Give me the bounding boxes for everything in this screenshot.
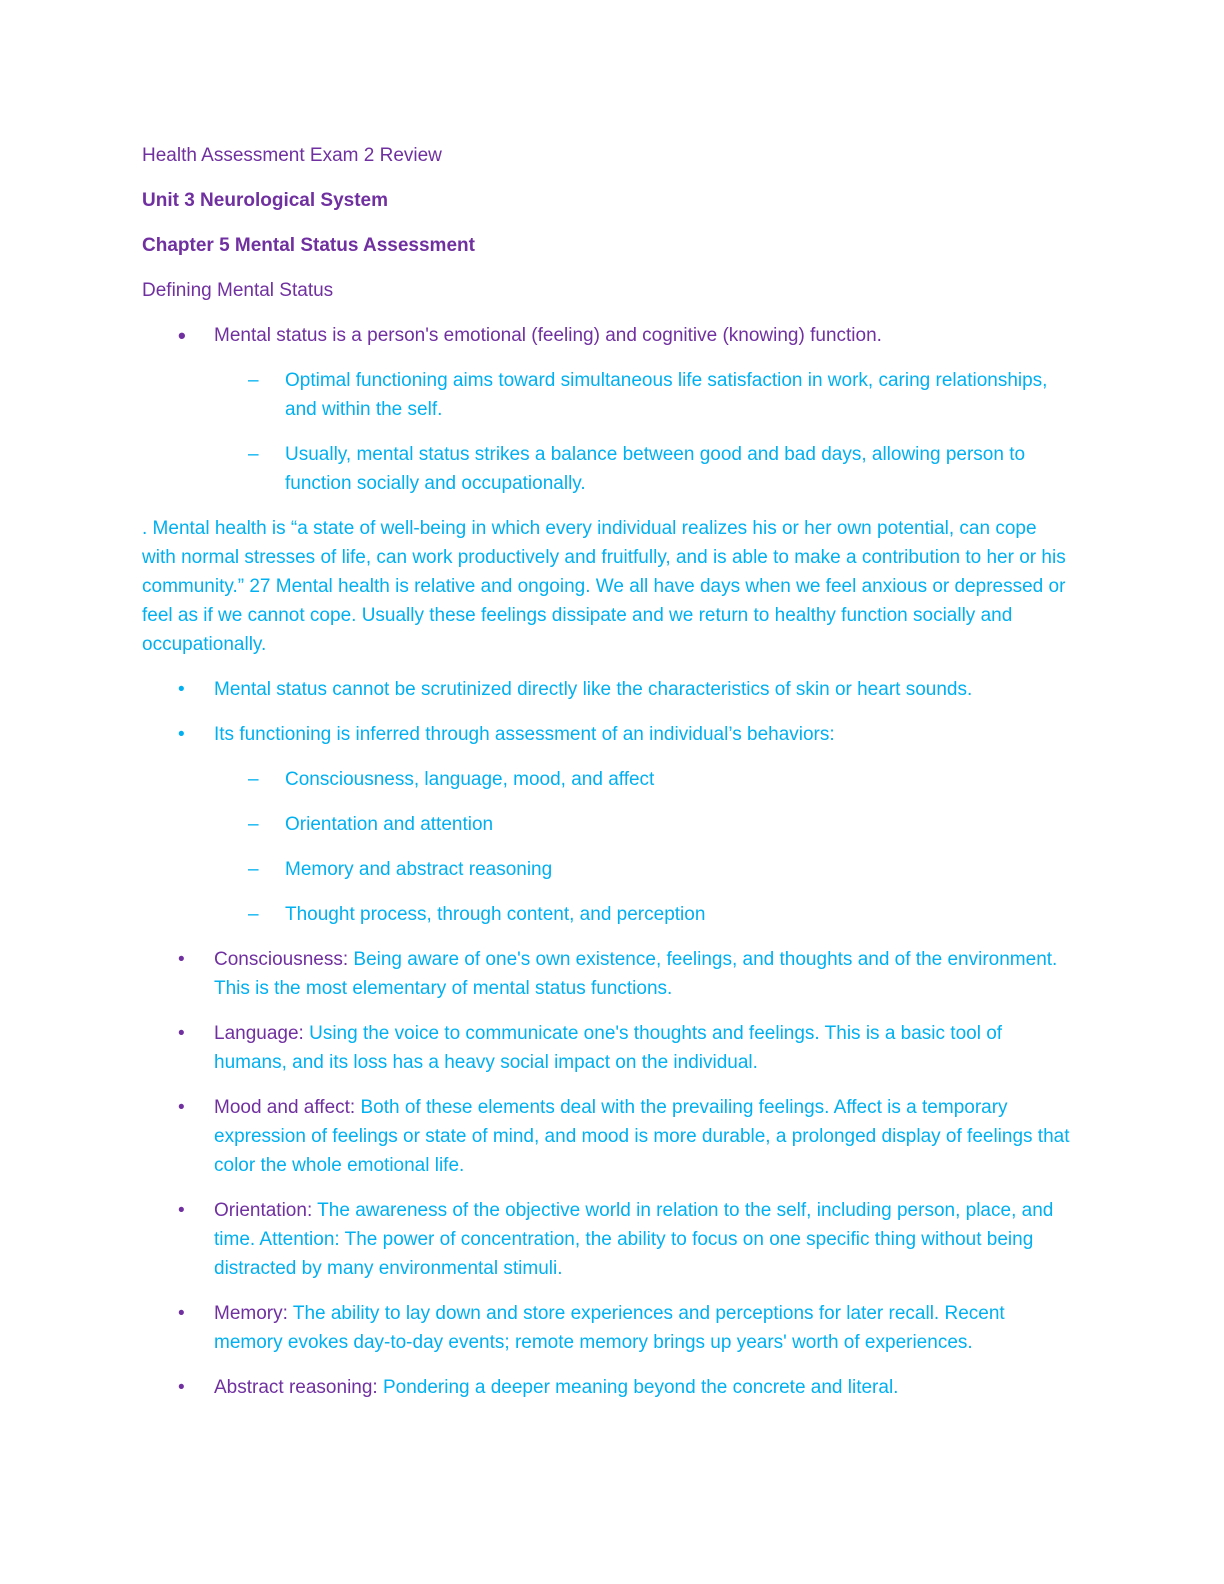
sub-list-item <box>142 765 1072 794</box>
list-item <box>142 321 1072 350</box>
sub-list-item <box>142 810 1072 839</box>
list-item-text: Its functioning is inferred through assessment of an individual’s behaviors: <box>214 724 835 745</box>
document-page <box>142 141 1072 1418</box>
bullet-marker: • <box>178 1377 185 1398</box>
definition-text: Pondering a deeper meaning beyond the concrete and literal. <box>377 1377 899 1398</box>
dash-marker: – <box>248 904 259 925</box>
definition-item <box>142 1373 1072 1402</box>
sub-list-item-text: Optimal functioning aims toward simultaneous life satisfaction in work, caring relationships, and within the self. <box>285 370 1048 420</box>
dash-marker: – <box>248 444 259 465</box>
sub-list-item-text: Usually, mental status strikes a balance between good and bad days, allowing person to function socially and occupationally. <box>285 444 1026 494</box>
dash-marker: – <box>248 859 259 880</box>
definition-item <box>142 1019 1072 1077</box>
bullet-marker: • <box>178 1303 185 1324</box>
bullet-marker: • <box>178 1097 185 1118</box>
sub-list-item-text: Thought process, through content, and perception <box>285 904 706 925</box>
definition-text: The awareness of the objective world in relation to the self, including person, place, and time. Attention: The power of concentration, the ability to focus on one specific thing without being distracted by many environmental stimuli. <box>214 1200 1054 1279</box>
list-item <box>142 675 1072 704</box>
sub-list-item <box>142 440 1072 498</box>
dash-marker: – <box>248 769 259 790</box>
dash-marker: – <box>248 370 259 391</box>
dash-marker: – <box>248 814 259 835</box>
sub-list-item-text: Memory and abstract reasoning <box>285 859 553 880</box>
unit-heading: Unit 3 Neurological System <box>142 190 389 211</box>
definition-item <box>142 945 1072 1003</box>
definition-text: Using the voice to communicate one's thoughts and feelings. This is a basic tool of humans, and its loss has a heavy social impact on the individual. <box>214 1023 1003 1073</box>
definition-text: Both of these elements deal with the prevailing feelings. Affect is a temporary expression of feelings or state of mind, and mood is more durable, a prolonged display of feelings that color the whole emotional life. <box>214 1097 1070 1176</box>
list-item-text: Mental status cannot be scrutinized directly like the characteristics of skin or heart sounds. <box>214 679 973 700</box>
definition-term: Orientation: <box>214 1200 313 1221</box>
sub-list-item-text: Orientation and attention <box>285 814 494 835</box>
definition-text: The ability to lay down and store experiences and perceptions for later recall. Recent memory evokes day-to-day events; remote memory brings up years' worth of experiences. <box>214 1303 1005 1353</box>
definition-item <box>142 1196 1072 1283</box>
sub-list-item-text: Consciousness, language, mood, and affect <box>285 769 655 790</box>
bullet-marker: • <box>178 323 186 348</box>
bullet-marker: • <box>178 679 185 700</box>
definition-term: Abstract reasoning: <box>214 1377 378 1398</box>
bullet-marker: • <box>178 724 185 745</box>
chapter-heading: Chapter 5 Mental Status Assessment <box>142 235 475 256</box>
bullet-marker: • <box>178 949 185 970</box>
mental-health-paragraph: . Mental health is “a state of well-being in which every individual realizes his or her own potential, can cope with normal stresses of life, can work productively and fruitfully, and is able to make a contribution to her or his community.” 27 Mental health is relative and ongoing. We all have days when we feel anxious or depressed or feel as if we cannot cope. Usually these feelings dissipate and we return to healthy function socially and occupationally. <box>142 518 1066 655</box>
definition-text: Being aware of one's own existence, feelings, and thoughts and of the environment. This is the most elementary of mental status functions. <box>214 949 1058 999</box>
sub-list-item <box>142 855 1072 884</box>
list-item <box>142 720 1072 749</box>
definition-term: Consciousness: <box>214 949 349 970</box>
document-title: Health Assessment Exam 2 Review <box>142 145 442 166</box>
definition-term: Mood and affect: <box>214 1097 356 1118</box>
definition-term: Language: <box>214 1023 304 1044</box>
bullet-marker: • <box>178 1200 185 1221</box>
sub-list-item <box>142 900 1072 929</box>
definition-item <box>142 1299 1072 1357</box>
sub-list-item <box>142 366 1072 424</box>
bullet-marker: • <box>178 1023 185 1044</box>
definition-item <box>142 1093 1072 1180</box>
definition-term: Memory: <box>214 1303 288 1324</box>
section-heading: Defining Mental Status <box>142 280 334 301</box>
list-item-text: Mental status is a person's emotional (feeling) and cognitive (knowing) function. <box>214 325 882 346</box>
